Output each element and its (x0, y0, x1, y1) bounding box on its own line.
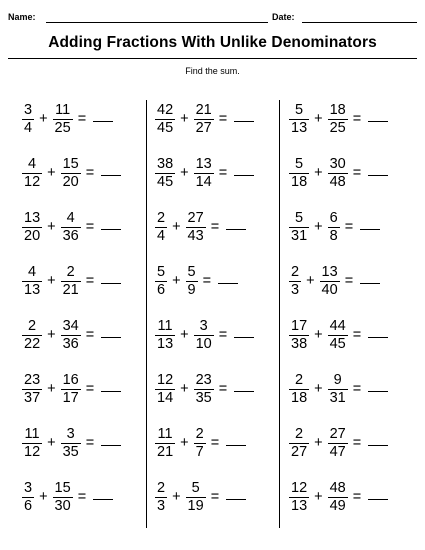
equals-sign: = (85, 273, 95, 289)
answer-blank[interactable] (226, 229, 246, 230)
problem-2-1 (155, 101, 254, 137)
first-fraction (22, 265, 42, 298)
first-fraction (289, 319, 309, 352)
plus-sign: + (172, 219, 181, 235)
first-numerator: 12 (291, 479, 308, 496)
first-numerator: 2 (295, 371, 304, 388)
plus-sign: + (314, 489, 323, 505)
equals-sign: = (218, 327, 228, 343)
problem-1-2 (22, 155, 121, 191)
problem-3-8 (289, 479, 388, 515)
second-fraction (61, 319, 81, 352)
first-fraction (289, 103, 309, 136)
first-numerator: 3 (24, 101, 33, 118)
second-numerator: 9 (333, 371, 342, 388)
second-numerator: 48 (329, 479, 346, 496)
equals-sign: = (202, 273, 212, 289)
plus-sign: + (314, 165, 323, 181)
plus-sign: + (314, 219, 323, 235)
first-numerator: 38 (157, 155, 174, 172)
first-numerator: 2 (157, 209, 166, 226)
second-fraction (328, 103, 348, 136)
second-fraction (194, 157, 214, 190)
answer-blank[interactable] (101, 337, 121, 338)
second-numerator: 3 (66, 425, 75, 442)
second-denominator: 7 (195, 443, 204, 460)
first-fraction (289, 373, 309, 406)
equals-sign: = (352, 327, 362, 343)
second-numerator: 3 (199, 317, 208, 334)
plus-sign: + (39, 111, 48, 127)
answer-blank[interactable] (101, 229, 121, 230)
second-denominator: 48 (329, 173, 346, 190)
first-numerator: 17 (291, 317, 308, 334)
second-fraction (61, 265, 81, 298)
answer-blank[interactable] (101, 391, 121, 392)
plus-sign: + (180, 165, 189, 181)
answer-blank[interactable] (360, 283, 380, 284)
first-denominator: 6 (157, 281, 166, 298)
second-fraction (194, 427, 206, 460)
second-fraction (61, 427, 81, 460)
first-fraction (22, 481, 34, 514)
second-numerator: 44 (329, 317, 346, 334)
equals-sign: = (85, 381, 95, 397)
first-numerator: 3 (24, 479, 33, 496)
first-denominator: 13 (24, 281, 41, 298)
first-numerator: 11 (157, 317, 173, 334)
problem-1-1 (22, 101, 113, 137)
first-fraction (289, 481, 309, 514)
second-fraction (186, 481, 206, 514)
problem-1-6 (22, 371, 121, 407)
plus-sign: + (47, 165, 56, 181)
problem-3-1 (289, 101, 388, 137)
first-numerator: 4 (28, 263, 37, 280)
second-denominator: 25 (329, 119, 346, 136)
problem-1-8 (22, 479, 113, 515)
equals-sign: = (344, 273, 354, 289)
second-denominator: 10 (195, 335, 212, 352)
instructions: Find the sum. (185, 66, 240, 76)
problem-2-3 (155, 209, 246, 245)
first-denominator: 21 (157, 443, 174, 460)
first-fraction (289, 211, 309, 244)
plus-sign: + (39, 489, 48, 505)
answer-blank[interactable] (101, 175, 121, 176)
first-fraction (155, 319, 175, 352)
answer-blank[interactable] (368, 499, 388, 500)
second-fraction (194, 319, 214, 352)
second-numerator: 15 (62, 155, 79, 172)
equals-sign: = (85, 165, 95, 181)
second-numerator: 4 (66, 209, 75, 226)
second-denominator: 31 (329, 389, 346, 406)
second-denominator: 17 (62, 389, 79, 406)
second-denominator: 36 (62, 227, 79, 244)
equals-sign: = (77, 489, 87, 505)
first-fraction (155, 265, 167, 298)
answer-blank[interactable] (368, 391, 388, 392)
plus-sign: + (172, 273, 181, 289)
second-denominator: 35 (195, 389, 212, 406)
answer-blank[interactable] (101, 283, 121, 284)
second-numerator: 11 (55, 101, 71, 118)
second-numerator: 27 (329, 425, 346, 442)
first-denominator: 38 (291, 335, 308, 352)
problem-2-4 (155, 263, 238, 299)
first-fraction (289, 157, 309, 190)
problem-3-3 (289, 209, 380, 245)
first-denominator: 6 (24, 497, 33, 514)
date-label: Date: (272, 12, 295, 22)
first-fraction (155, 427, 175, 460)
plus-sign: + (180, 381, 189, 397)
second-denominator: 19 (187, 497, 204, 514)
first-numerator: 5 (157, 263, 166, 280)
answer-blank[interactable] (93, 121, 113, 122)
name-field[interactable] (46, 22, 268, 23)
second-fraction (53, 481, 73, 514)
second-numerator: 5 (187, 263, 196, 280)
second-denominator: 25 (54, 119, 71, 136)
plus-sign: + (47, 219, 56, 235)
first-denominator: 13 (291, 497, 308, 514)
second-fraction (328, 319, 348, 352)
problem-3-7 (289, 425, 388, 461)
problem-1-4 (22, 263, 121, 299)
second-fraction (186, 211, 206, 244)
first-numerator: 23 (24, 371, 41, 388)
first-numerator: 11 (157, 425, 173, 442)
second-numerator: 27 (187, 209, 204, 226)
first-denominator: 3 (291, 281, 300, 298)
problem-1-3 (22, 209, 121, 245)
second-numerator: 15 (54, 479, 71, 496)
first-denominator: 20 (24, 227, 41, 244)
second-denominator: 36 (62, 335, 79, 352)
first-denominator: 4 (157, 227, 166, 244)
second-denominator: 47 (329, 443, 346, 460)
equals-sign: = (77, 111, 87, 127)
first-denominator: 45 (157, 119, 174, 136)
equals-sign: = (85, 219, 95, 235)
second-denominator: 14 (195, 173, 212, 190)
second-fraction (328, 157, 348, 190)
second-numerator: 13 (321, 263, 338, 280)
second-denominator: 35 (62, 443, 79, 460)
second-denominator: 21 (62, 281, 79, 298)
equals-sign: = (352, 381, 362, 397)
first-fraction (22, 427, 42, 460)
name-label: Name: (8, 12, 36, 22)
first-fraction (289, 265, 301, 298)
second-numerator: 34 (62, 317, 79, 334)
second-fraction (328, 481, 348, 514)
second-numerator: 13 (195, 155, 212, 172)
problem-3-4 (289, 263, 380, 299)
equals-sign: = (210, 219, 220, 235)
problem-2-2 (155, 155, 254, 191)
title-divider (8, 58, 417, 59)
answer-blank[interactable] (101, 445, 121, 446)
plus-sign: + (47, 381, 56, 397)
first-fraction (289, 427, 309, 460)
plus-sign: + (180, 435, 189, 451)
answer-blank[interactable] (234, 337, 254, 338)
first-denominator: 3 (157, 497, 166, 514)
second-denominator: 8 (329, 227, 338, 244)
first-numerator: 11 (24, 425, 40, 442)
second-numerator: 21 (195, 101, 212, 118)
second-numerator: 6 (329, 209, 338, 226)
problem-3-5 (289, 317, 388, 353)
second-numerator: 23 (195, 371, 212, 388)
problem-2-7 (155, 425, 246, 461)
answer-blank[interactable] (226, 499, 246, 500)
header-row (8, 12, 417, 26)
second-denominator: 45 (329, 335, 346, 352)
equals-sign: = (85, 327, 95, 343)
answer-blank[interactable] (93, 499, 113, 500)
plus-sign: + (180, 327, 189, 343)
second-fraction (61, 211, 81, 244)
first-fraction (22, 319, 42, 352)
second-fraction (328, 427, 348, 460)
second-fraction (61, 373, 81, 406)
first-denominator: 27 (291, 443, 308, 460)
second-numerator: 2 (195, 425, 204, 442)
second-denominator: 30 (54, 497, 71, 514)
date-field[interactable] (302, 22, 417, 23)
answer-blank[interactable] (368, 445, 388, 446)
problem-2-8 (155, 479, 246, 515)
equals-sign: = (218, 381, 228, 397)
answer-blank[interactable] (368, 175, 388, 176)
first-numerator: 12 (157, 371, 174, 388)
second-fraction (186, 265, 198, 298)
second-fraction (53, 103, 73, 136)
problem-1-7 (22, 425, 121, 461)
plus-sign: + (47, 273, 56, 289)
first-fraction (22, 103, 34, 136)
plus-sign: + (314, 435, 323, 451)
plus-sign: + (180, 111, 189, 127)
equals-sign: = (352, 111, 362, 127)
first-numerator: 5 (295, 101, 304, 118)
first-fraction (22, 211, 42, 244)
answer-blank[interactable] (360, 229, 380, 230)
plus-sign: + (47, 435, 56, 451)
second-fraction (194, 103, 214, 136)
answer-blank[interactable] (234, 391, 254, 392)
second-denominator: 9 (187, 281, 196, 298)
first-numerator: 4 (28, 155, 37, 172)
first-fraction (155, 373, 175, 406)
plus-sign: + (306, 273, 315, 289)
first-fraction (155, 103, 175, 136)
second-denominator: 40 (321, 281, 338, 298)
equals-sign: = (344, 219, 354, 235)
second-denominator: 20 (62, 173, 79, 190)
first-numerator: 2 (295, 425, 304, 442)
answer-blank[interactable] (368, 121, 388, 122)
first-denominator: 31 (291, 227, 308, 244)
first-denominator: 18 (291, 173, 308, 190)
problem-1-5 (22, 317, 121, 353)
first-fraction (155, 481, 167, 514)
answer-blank[interactable] (234, 121, 254, 122)
second-fraction (328, 211, 340, 244)
first-denominator: 22 (24, 335, 41, 352)
equals-sign: = (352, 165, 362, 181)
problem-3-6 (289, 371, 388, 407)
second-denominator: 49 (329, 497, 346, 514)
column-divider-1 (146, 100, 147, 528)
answer-blank[interactable] (218, 283, 238, 284)
plus-sign: + (314, 327, 323, 343)
first-numerator: 42 (157, 101, 174, 118)
second-denominator: 27 (195, 119, 212, 136)
first-fraction (22, 373, 42, 406)
first-denominator: 12 (24, 443, 41, 460)
first-numerator: 2 (291, 263, 300, 280)
equals-sign: = (218, 165, 228, 181)
first-denominator: 45 (157, 173, 174, 190)
second-numerator: 16 (62, 371, 79, 388)
first-fraction (155, 211, 167, 244)
first-numerator: 5 (295, 209, 304, 226)
first-fraction (22, 157, 42, 190)
answer-blank[interactable] (234, 175, 254, 176)
plus-sign: + (172, 489, 181, 505)
first-numerator: 2 (28, 317, 37, 334)
problem-2-5 (155, 317, 254, 353)
problem-2-6 (155, 371, 254, 407)
answer-blank[interactable] (368, 337, 388, 338)
equals-sign: = (218, 111, 228, 127)
first-denominator: 4 (24, 119, 33, 136)
first-denominator: 37 (24, 389, 41, 406)
first-denominator: 13 (291, 119, 308, 136)
answer-blank[interactable] (226, 445, 246, 446)
first-numerator: 13 (24, 209, 41, 226)
second-numerator: 5 (191, 479, 200, 496)
first-denominator: 13 (157, 335, 174, 352)
equals-sign: = (352, 435, 362, 451)
plus-sign: + (314, 111, 323, 127)
first-numerator: 2 (157, 479, 166, 496)
second-fraction (320, 265, 340, 298)
second-denominator: 43 (187, 227, 204, 244)
second-numerator: 2 (66, 263, 75, 280)
second-fraction (194, 373, 214, 406)
problem-3-2 (289, 155, 388, 191)
equals-sign: = (352, 489, 362, 505)
worksheet-title: Adding Fractions With Unlike Denominators (48, 34, 377, 51)
first-denominator: 18 (291, 389, 308, 406)
equals-sign: = (85, 435, 95, 451)
equals-sign: = (210, 489, 220, 505)
second-numerator: 18 (329, 101, 346, 118)
plus-sign: + (314, 381, 323, 397)
second-fraction (61, 157, 81, 190)
first-numerator: 5 (295, 155, 304, 172)
equals-sign: = (210, 435, 220, 451)
second-numerator: 30 (329, 155, 346, 172)
first-fraction (155, 157, 175, 190)
column-divider-2 (279, 100, 280, 528)
first-denominator: 14 (157, 389, 174, 406)
first-denominator: 12 (24, 173, 41, 190)
second-fraction (328, 373, 348, 406)
plus-sign: + (47, 327, 56, 343)
